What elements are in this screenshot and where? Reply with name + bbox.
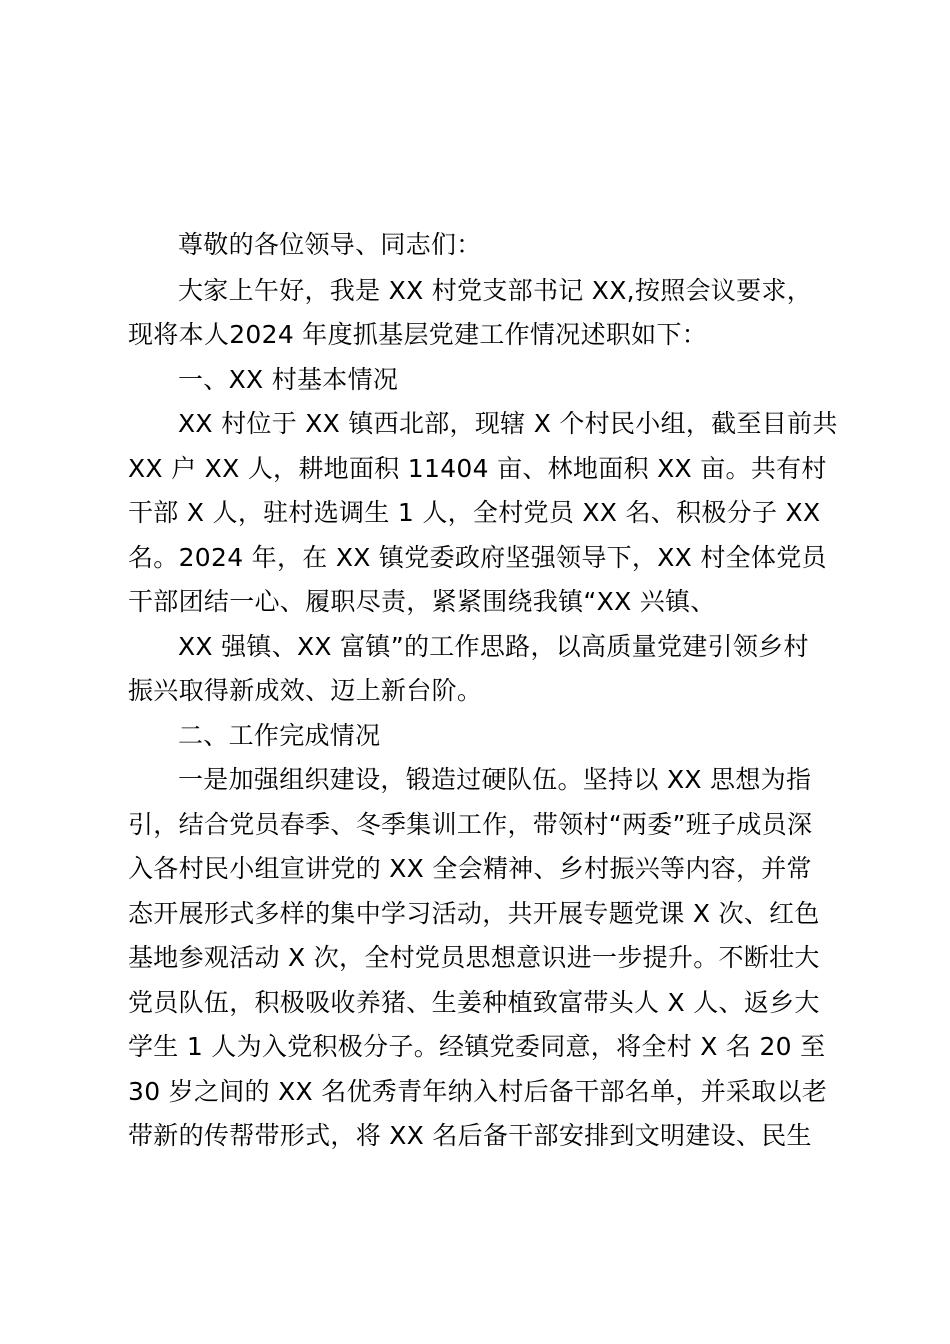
paragraph-line: 名。2024 年，在 XX 镇党委政府坚强领导下，XX 村全体党员	[128, 543, 827, 572]
paragraph-line: 态开展形式多样的集中学习活动，共开展专题党课 X 次、红色	[128, 899, 820, 928]
paragraph-line: 引，结合党员春季、冬季集训工作，带领村“两委”班子成员深	[128, 810, 813, 839]
paragraph-line: 振兴取得新成效、迈上新台阶。	[128, 676, 483, 705]
paragraph-line: 干部 X 人，驻村选调生 1 人，全村党员 XX 名、积极分子 XX	[128, 498, 821, 527]
salutation: 尊敬的各位领导、同志们：	[178, 230, 482, 259]
paragraph-line: 30 岁之间的 XX 名优秀青年纳入村后备干部名单，并采取以老	[128, 1077, 828, 1106]
paragraph-line: 学生 1 人为入党积极分子。经镇党委同意，将全村 X 名 20 至	[128, 1032, 826, 1061]
paragraph-line: 大家上午好，我是 XX 村党支部书记 XX,按照会议要求，	[178, 276, 812, 305]
paragraph-line: 现将本人2024 年度抓基层党建工作情况述职如下：	[128, 320, 708, 349]
paragraph-line: 党员队伍，积极吸收养猪、生姜种植致富带头人 X 人、返乡大	[128, 988, 820, 1017]
section-heading-2: 二、工作完成情况	[178, 721, 381, 750]
section-heading-1: 一、XX 村基本情况	[178, 365, 399, 394]
paragraph-line: 一是加强组织建设，锻造过硬队伍。坚持以 XX 思想为指	[178, 765, 812, 794]
paragraph-line: 干部团结一心、履职尽责，紧紧围绕我镇“XX 兴镇、	[128, 587, 716, 616]
paragraph-line: 基地参观活动 X 次，全村党员思想意识进一步提升。不断壮大	[128, 943, 820, 972]
paragraph-line: 带新的传帮带形式，将 XX 名后备干部安排到文明建设、民生	[128, 1121, 812, 1150]
paragraph-line: XX 村位于 XX 镇西北部，现辖 X 个村民小组，截至目前共	[178, 409, 838, 438]
paragraph-line: 入各村民小组宣讲党的 XX 全会精神、乡村振兴等内容，并常	[128, 854, 812, 883]
paragraph-line: XX 强镇、XX 富镇”的工作思路，以高质量党建引领乡村	[178, 632, 809, 661]
paragraph-line: XX 户 XX 人，耕地面积 11404 亩、林地面积 XX 亩。共有村	[128, 454, 827, 483]
